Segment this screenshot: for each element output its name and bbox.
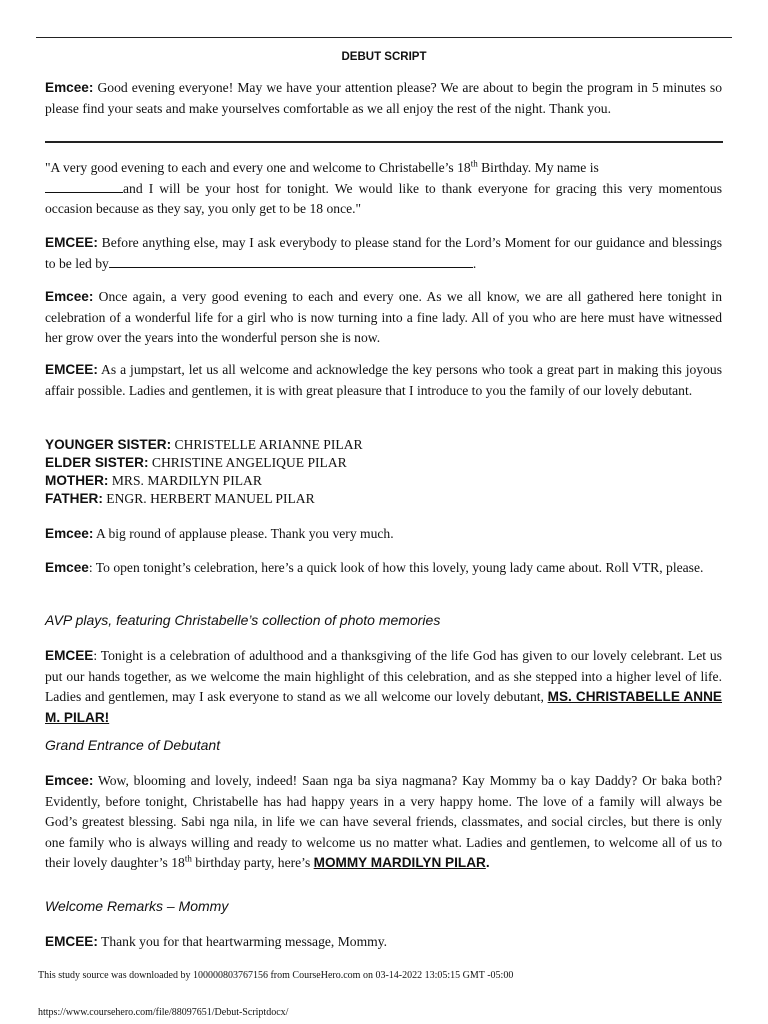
family-member: [45, 472, 363, 490]
paragraph-text: .: [472, 255, 477, 271]
family-list: [45, 436, 363, 508]
speaker-label: EMCEE: [45, 648, 94, 663]
stage-note-entrance: Grand Entrance of Debutant: [45, 737, 221, 753]
paragraph-text: and I will be your host for tonight. We would like to thank everyone for gracing this very momentous occasion because as they say, you only get to be 18 once.": [45, 180, 722, 217]
family-member: [45, 436, 363, 454]
speaker-label: Emcee:: [45, 526, 94, 541]
paragraph-applause: [45, 524, 722, 545]
superscript: th: [470, 158, 478, 169]
paragraph-debutant-welcome: [45, 646, 722, 728]
family-name: CHRISTINE ANGELIQUE PILAR: [148, 455, 347, 470]
family-role: FATHER:: [45, 491, 103, 506]
paragraph-text: A big round of applause please. Thank you very much.: [93, 526, 394, 541]
section-divider: [45, 141, 723, 143]
paragraph-text: Once again, a very good evening to each and every one. As we all know, we are all gathered here tonight in celebration of a wonderful life for a girl who is now turning into a fine lady. All of you who are here must have witnessed her grow over the years into the wonderful person she is now.: [45, 289, 722, 346]
paragraph-jumpstart: [45, 360, 722, 401]
speaker-label: Emcee:: [45, 289, 94, 304]
prayer-leader-blank: [109, 254, 473, 268]
paragraph-text: : To open tonight’s celebration, here’s a quick look of how this lovely, young lady came about. Roll VTR, please.: [88, 560, 704, 575]
paragraph-prayer: [45, 233, 722, 274]
top-rule: [36, 37, 732, 38]
paragraph-host-intro: [45, 158, 722, 220]
paragraph-text: Before anything else, may I ask everybody to please stand for the Lord’s Moment for our guidance and blessings to be led by: [45, 235, 722, 271]
paragraph-text: "A very good evening to each and every one and welcome to Christabelle’s 18: [45, 160, 471, 175]
family-member: [45, 454, 363, 472]
family-role: ELDER SISTER:: [45, 455, 149, 470]
paragraph-text: : Tonight is a celebration of adulthood and a thanksgiving of the life God has given to our lovely celebrant. Let us put our hands together, as we welcome the main highlight of this celebration, and as she stepped into a higher level of life. Ladies and gentlemen, may I ask everyone to stand as we all welcome our lovely debutant,: [45, 648, 722, 705]
paragraph-vtr: [45, 558, 722, 579]
superscript: th: [184, 853, 192, 864]
speaker-label: EMCEE:: [45, 934, 98, 949]
speaker-label: Emcee:: [45, 773, 94, 788]
speaker-label: Emcee:: [45, 80, 94, 95]
download-notice: This study source was downloaded by 100000803767156 from CourseHero.com on 03-14-2022 13:05:15 GMT -05:00: [38, 970, 514, 981]
family-name: CHRISTELLE ARIANNE PILAR: [171, 437, 363, 452]
mother-name: MOMMY MARDILYN PILAR: [313, 855, 486, 871]
paragraph-text: Wow, blooming and lovely, indeed! Saan nga ba siya nagmana? Kay Mommy ba o kay Daddy? Or baka both? Evidently, before tonight, Christabelle has had happy years in a very happy home. The love of a family will always be God’s greatest blessing. Sabi nga nila, in life we can have several friends, classmates, and social circles, but there is only one family who is always willing and ready to welcome us no matter what. Ladies and gentlemen, to welcome all of us to their lovely daughter’s 18: [45, 773, 722, 871]
paragraph-mommy-intro: [45, 771, 722, 874]
paragraph-welcome: [45, 78, 722, 119]
family-role: YOUNGER SISTER:: [45, 437, 172, 452]
family-name: MRS. MARDILYN PILAR: [108, 473, 262, 488]
speaker-label: EMCEE:: [45, 362, 98, 377]
paragraph-text: As a jumpstart, let us all welcome and acknowledge the key persons who took a great part in making this joyous affair possible. Ladies and gentlemen, it is with great pleasure that I introduce to you the family of our lovely debutant.: [45, 362, 722, 398]
debutant-name: MS. CHRISTABELLE ANNE M. PILAR!: [45, 689, 722, 725]
paragraph-text: birthday party, here’s: [191, 855, 314, 871]
paragraph-gathering: [45, 287, 722, 349]
stage-note-avp: AVP plays, featuring Christabelle’s collection of photo memories: [45, 612, 441, 628]
speaker-label: Emcee: [45, 560, 89, 575]
paragraph-text: Good evening everyone! May we have your attention please? We are about to begin the program in 5 minutes so please find your seats and make yourselves comfortable as we all enjoy the rest of the night. Thank you.: [45, 80, 722, 116]
paragraph-text: Thank you for that heartwarming message, Mommy.: [97, 934, 388, 949]
family-name: ENGR. HERBERT MANUEL PILAR: [102, 491, 315, 506]
document-title: DEBUT SCRIPT: [341, 51, 427, 63]
family-role: MOTHER:: [45, 473, 109, 488]
stage-note-remarks: Welcome Remarks – Mommy: [45, 898, 229, 914]
paragraph-text: .: [485, 855, 490, 871]
speaker-label: EMCEE:: [45, 235, 98, 250]
paragraph-text: Birthday. My name is: [477, 160, 599, 175]
source-url[interactable]: https://www.coursehero.com/file/88097651/Debut-Scriptdocx/: [38, 1007, 289, 1018]
paragraph-thanks: [45, 932, 722, 953]
host-name-blank: [45, 179, 123, 193]
family-member: [45, 490, 363, 508]
